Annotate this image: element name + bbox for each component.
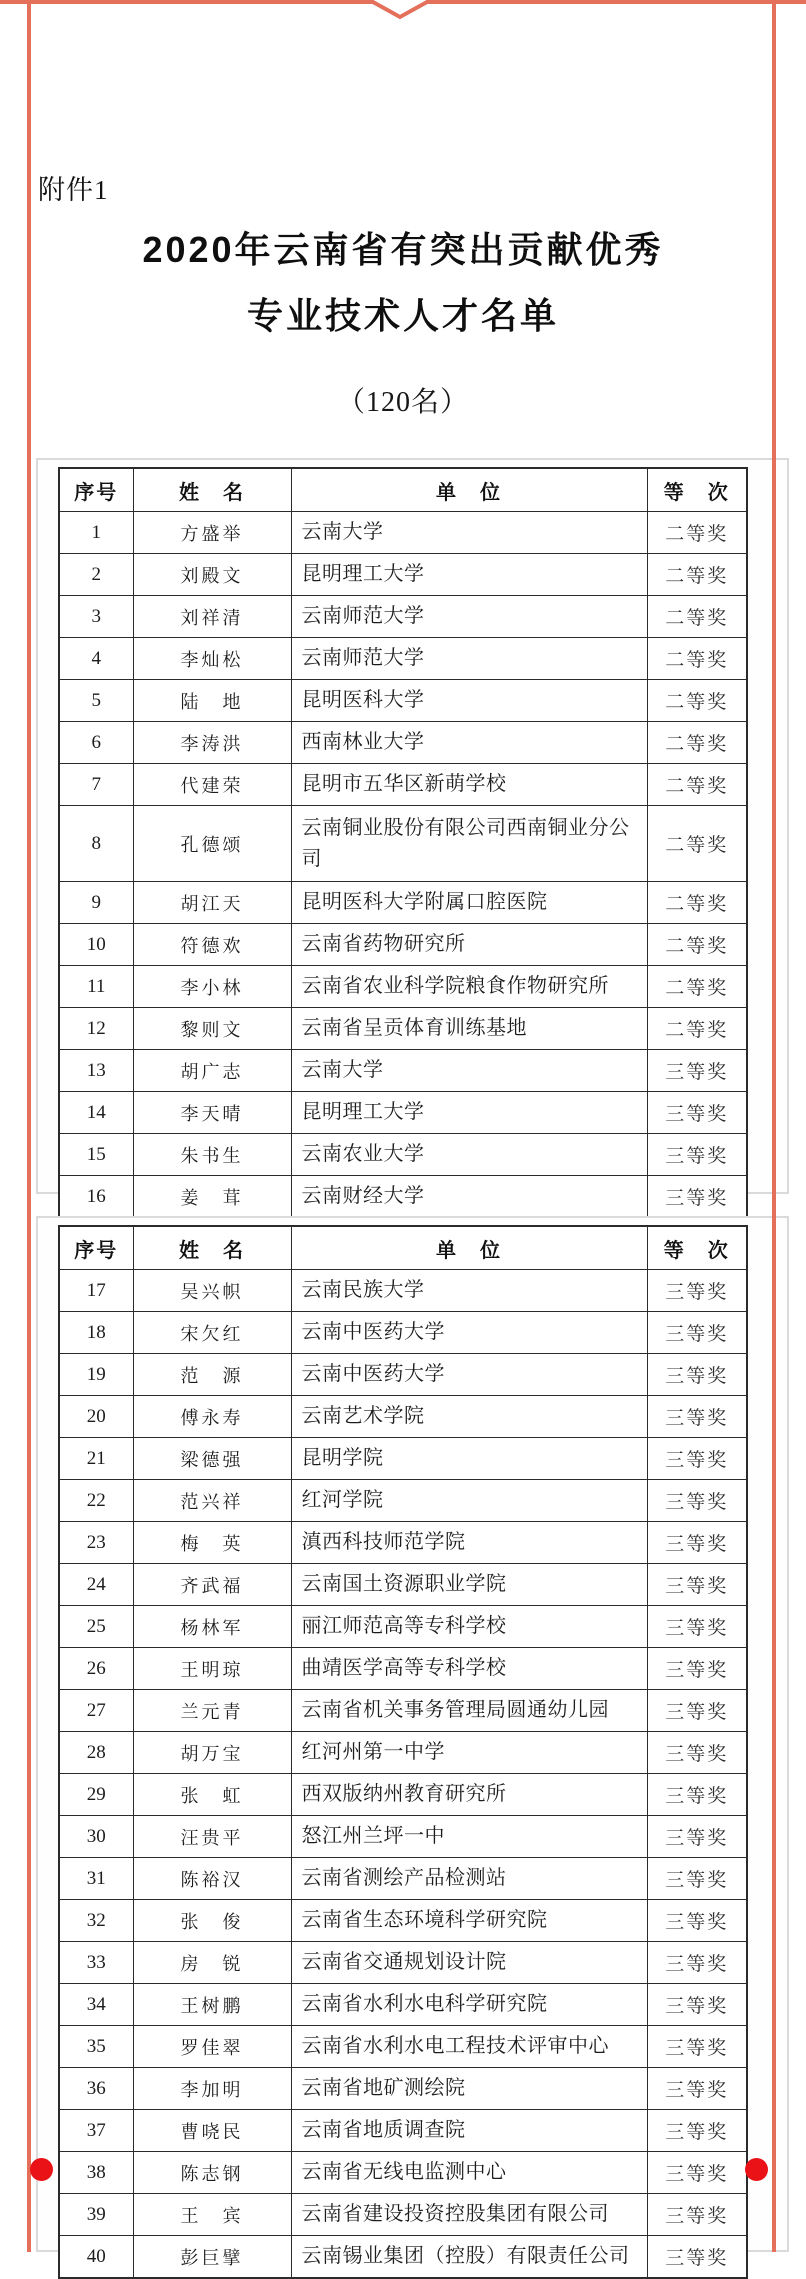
table-row xyxy=(59,2194,747,2236)
cell-unit: 昆明医科大学附属口腔医院 xyxy=(291,882,647,924)
table-row xyxy=(59,1564,747,1606)
cell-index: 19 xyxy=(59,1354,133,1396)
cell-name: 王明琼 xyxy=(133,1648,291,1690)
cell-name: 罗佳翠 xyxy=(133,2026,291,2068)
table-row xyxy=(59,1480,747,1522)
page-border-right xyxy=(772,0,776,2252)
cell-unit: 云南省水利水电科学研究院 xyxy=(291,1984,647,2026)
cell-name: 刘殿文 xyxy=(133,554,291,596)
cell-name: 胡广志 xyxy=(133,1050,291,1092)
table-card-1 xyxy=(36,458,789,1209)
header-row xyxy=(59,1226,747,1270)
cell-name: 陈志钢 xyxy=(133,2152,291,2194)
table-row xyxy=(59,2110,747,2152)
cell-unit: 云南师范大学 xyxy=(291,638,647,680)
cell-unit: 云南铜业股份有限公司西南铜业分公司 xyxy=(291,806,647,882)
table-row xyxy=(59,764,747,806)
cell-grade: 三等奖 xyxy=(647,1354,747,1396)
cell-index: 12 xyxy=(59,1008,133,1050)
cell-index: 35 xyxy=(59,2026,133,2068)
cell-grade: 三等奖 xyxy=(647,2236,747,2279)
cell-index: 30 xyxy=(59,1816,133,1858)
cell-name: 王树鹏 xyxy=(133,1984,291,2026)
cell-grade: 三等奖 xyxy=(647,1522,747,1564)
cell-name: 符德欢 xyxy=(133,924,291,966)
cell-index: 39 xyxy=(59,2194,133,2236)
cell-index: 22 xyxy=(59,1480,133,1522)
column-header: 序号 xyxy=(59,468,133,512)
cell-name: 黎则文 xyxy=(133,1008,291,1050)
cell-name: 曹哓民 xyxy=(133,2110,291,2152)
cell-unit: 云南锡业集团（控股）有限责任公司 xyxy=(291,2236,647,2279)
cell-index: 7 xyxy=(59,764,133,806)
cell-unit: 云南中医药大学 xyxy=(291,1312,647,1354)
cell-name: 齐武福 xyxy=(133,1564,291,1606)
cell-index: 27 xyxy=(59,1690,133,1732)
cell-unit: 云南国土资源职业学院 xyxy=(291,1564,647,1606)
cell-grade: 三等奖 xyxy=(647,1984,747,2026)
cell-grade: 三等奖 xyxy=(647,1858,747,1900)
table-row xyxy=(59,596,747,638)
cell-grade: 三等奖 xyxy=(647,1900,747,1942)
cell-name: 杨林军 xyxy=(133,1606,291,1648)
table-row xyxy=(59,722,747,764)
cell-name: 刘祥清 xyxy=(133,596,291,638)
table-row xyxy=(59,1522,747,1564)
cell-unit: 曲靖医学高等专科学校 xyxy=(291,1648,647,1690)
page-border-top xyxy=(0,0,806,24)
cell-index: 2 xyxy=(59,554,133,596)
table-row xyxy=(59,1354,747,1396)
cell-name: 姜 茸 xyxy=(133,1176,291,1219)
cell-grade: 三等奖 xyxy=(647,1438,747,1480)
red-marker-left xyxy=(30,2158,53,2181)
table-row xyxy=(59,1900,747,1942)
column-header: 姓 名 xyxy=(133,468,291,512)
table-card-2 xyxy=(36,1216,789,2269)
cell-name: 陆 地 xyxy=(133,680,291,722)
cell-unit: 西双版纳州教育研究所 xyxy=(291,1774,647,1816)
table-row xyxy=(59,1858,747,1900)
table-row xyxy=(59,1008,747,1050)
cell-index: 29 xyxy=(59,1774,133,1816)
table-row xyxy=(59,1312,747,1354)
cell-grade: 三等奖 xyxy=(647,1732,747,1774)
cell-index: 38 xyxy=(59,2152,133,2194)
cell-index: 6 xyxy=(59,722,133,764)
cell-unit: 云南省机关事务管理局圆通幼儿园 xyxy=(291,1690,647,1732)
cell-grade: 三等奖 xyxy=(647,1312,747,1354)
table-row xyxy=(59,1270,747,1312)
cell-grade: 三等奖 xyxy=(647,1176,747,1219)
cell-name: 代建荣 xyxy=(133,764,291,806)
cell-name: 范 源 xyxy=(133,1354,291,1396)
cell-grade: 二等奖 xyxy=(647,596,747,638)
cell-index: 11 xyxy=(59,966,133,1008)
cell-index: 9 xyxy=(59,882,133,924)
cell-index: 16 xyxy=(59,1176,133,1219)
cell-index: 40 xyxy=(59,2236,133,2279)
page-title-line-2: 专业技术人才名单 xyxy=(246,295,559,336)
column-header: 单 位 xyxy=(291,468,647,512)
cell-index: 24 xyxy=(59,1564,133,1606)
cell-unit: 怒江州兰坪一中 xyxy=(291,1816,647,1858)
column-header: 单 位 xyxy=(291,1226,647,1270)
header-row xyxy=(59,468,747,512)
cell-name: 李小林 xyxy=(133,966,291,1008)
cell-unit: 云南省交通规划设计院 xyxy=(291,1942,647,1984)
table-row xyxy=(59,1942,747,1984)
table-row xyxy=(59,1606,747,1648)
table-row xyxy=(59,882,747,924)
cell-name: 陈裕汉 xyxy=(133,1858,291,1900)
cell-name: 傅永寿 xyxy=(133,1396,291,1438)
cell-unit: 云南省地质调查院 xyxy=(291,2110,647,2152)
cell-name: 方盛举 xyxy=(133,512,291,554)
cell-name: 范兴祥 xyxy=(133,1480,291,1522)
cell-unit: 云南省农业科学院粮食作物研究所 xyxy=(291,966,647,1008)
cell-unit: 云南艺术学院 xyxy=(291,1396,647,1438)
table-row xyxy=(59,1176,747,1219)
table-row xyxy=(59,1984,747,2026)
cell-index: 37 xyxy=(59,2110,133,2152)
cell-index: 17 xyxy=(59,1270,133,1312)
cell-unit: 昆明理工大学 xyxy=(291,554,647,596)
cell-unit: 云南师范大学 xyxy=(291,596,647,638)
cell-index: 26 xyxy=(59,1648,133,1690)
cell-unit: 云南省测绘产品检测站 xyxy=(291,1858,647,1900)
table-row xyxy=(59,512,747,554)
cell-name: 张 俊 xyxy=(133,1900,291,1942)
cell-grade: 三等奖 xyxy=(647,1774,747,1816)
cell-unit: 昆明市五华区新萌学校 xyxy=(291,764,647,806)
table-row xyxy=(59,1438,747,1480)
cell-name: 李涛洪 xyxy=(133,722,291,764)
cell-grade: 三等奖 xyxy=(647,1648,747,1690)
cell-name: 汪贵平 xyxy=(133,1816,291,1858)
cell-unit: 云南省呈贡体育训练基地 xyxy=(291,1008,647,1050)
cell-grade: 三等奖 xyxy=(647,1816,747,1858)
cell-name: 李灿松 xyxy=(133,638,291,680)
cell-grade: 三等奖 xyxy=(647,2026,747,2068)
cell-unit: 云南省水利水电工程技术评审中心 xyxy=(291,2026,647,2068)
cell-unit: 红河学院 xyxy=(291,1480,647,1522)
cell-index: 20 xyxy=(59,1396,133,1438)
cell-name: 房 锐 xyxy=(133,1942,291,1984)
table-row xyxy=(59,1092,747,1134)
cell-unit: 云南省地矿测绘院 xyxy=(291,2068,647,2110)
cell-index: 13 xyxy=(59,1050,133,1092)
page-title-line-1: 2020年云南省有突出贡献优秀 xyxy=(142,229,664,270)
cell-name: 梁德强 xyxy=(133,1438,291,1480)
table-row xyxy=(59,1690,747,1732)
page-subtitle-count: （120名） xyxy=(336,387,469,418)
cell-unit: 云南大学 xyxy=(291,1050,647,1092)
cell-name: 梅 英 xyxy=(133,1522,291,1564)
award-table-2 xyxy=(58,1225,748,2279)
cell-grade: 三等奖 xyxy=(647,2068,747,2110)
cell-grade: 三等奖 xyxy=(647,1396,747,1438)
cell-name: 兰元青 xyxy=(133,1690,291,1732)
cell-name: 朱书生 xyxy=(133,1134,291,1176)
cell-unit: 滇西科技师范学院 xyxy=(291,1522,647,1564)
table-row xyxy=(59,1648,747,1690)
cell-name: 胡江天 xyxy=(133,882,291,924)
cell-unit: 昆明医科大学 xyxy=(291,680,647,722)
cell-unit: 昆明学院 xyxy=(291,1438,647,1480)
cell-unit: 云南省无线电监测中心 xyxy=(291,2152,647,2194)
table-row xyxy=(59,966,747,1008)
attachment-label: 附件1 xyxy=(38,175,109,205)
table-row xyxy=(59,2152,747,2194)
cell-index: 34 xyxy=(59,1984,133,2026)
table-row xyxy=(59,2236,747,2279)
cell-unit: 昆明理工大学 xyxy=(291,1092,647,1134)
table-row xyxy=(59,924,747,966)
cell-grade: 二等奖 xyxy=(647,764,747,806)
cell-name: 宋欠红 xyxy=(133,1312,291,1354)
cell-grade: 三等奖 xyxy=(647,1050,747,1092)
table-row xyxy=(59,1050,747,1092)
page-border-left xyxy=(27,0,31,2252)
red-marker-right xyxy=(745,2158,768,2181)
cell-unit: 西南林业大学 xyxy=(291,722,647,764)
table-row xyxy=(59,1134,747,1176)
cell-grade: 三等奖 xyxy=(647,2110,747,2152)
cell-index: 1 xyxy=(59,512,133,554)
cell-grade: 二等奖 xyxy=(647,966,747,1008)
cell-unit: 丽江师范高等专科学校 xyxy=(291,1606,647,1648)
cell-index: 8 xyxy=(59,806,133,882)
cell-index: 25 xyxy=(59,1606,133,1648)
cell-name: 张 虹 xyxy=(133,1774,291,1816)
table-row xyxy=(59,638,747,680)
cell-index: 3 xyxy=(59,596,133,638)
cell-grade: 三等奖 xyxy=(647,1270,747,1312)
cell-unit: 云南中医药大学 xyxy=(291,1354,647,1396)
cell-grade: 三等奖 xyxy=(647,1606,747,1648)
cell-grade: 三等奖 xyxy=(647,1092,747,1134)
column-header: 姓 名 xyxy=(133,1226,291,1270)
cell-index: 36 xyxy=(59,2068,133,2110)
cell-index: 15 xyxy=(59,1134,133,1176)
cell-unit: 云南省建设投资控股集团有限公司 xyxy=(291,2194,647,2236)
cell-unit: 云南大学 xyxy=(291,512,647,554)
cell-grade: 三等奖 xyxy=(647,2194,747,2236)
table-row xyxy=(59,680,747,722)
cell-grade: 三等奖 xyxy=(647,1564,747,1606)
cell-name: 孔德颂 xyxy=(133,806,291,882)
cell-grade: 二等奖 xyxy=(647,638,747,680)
cell-index: 31 xyxy=(59,1858,133,1900)
table-row xyxy=(59,1732,747,1774)
cell-grade: 二等奖 xyxy=(647,806,747,882)
cell-index: 10 xyxy=(59,924,133,966)
cell-grade: 二等奖 xyxy=(647,924,747,966)
table-row xyxy=(59,1816,747,1858)
cell-grade: 二等奖 xyxy=(647,554,747,596)
cell-unit: 云南财经大学 xyxy=(291,1176,647,1219)
cell-index: 21 xyxy=(59,1438,133,1480)
cell-name: 吴兴帜 xyxy=(133,1270,291,1312)
table-row xyxy=(59,2026,747,2068)
cell-unit: 云南农业大学 xyxy=(291,1134,647,1176)
cell-unit: 云南省药物研究所 xyxy=(291,924,647,966)
cell-name: 李天晴 xyxy=(133,1092,291,1134)
cell-name: 王 宾 xyxy=(133,2194,291,2236)
cell-name: 彭巨擘 xyxy=(133,2236,291,2279)
cell-grade: 二等奖 xyxy=(647,1008,747,1050)
cell-grade: 三等奖 xyxy=(647,1134,747,1176)
cell-unit: 云南民族大学 xyxy=(291,1270,647,1312)
cell-unit: 云南省生态环境科学研究院 xyxy=(291,1900,647,1942)
table-row xyxy=(59,554,747,596)
table-row xyxy=(59,2068,747,2110)
cell-name: 胡万宝 xyxy=(133,1732,291,1774)
cell-index: 5 xyxy=(59,680,133,722)
cell-index: 23 xyxy=(59,1522,133,1564)
cell-name: 李加明 xyxy=(133,2068,291,2110)
cell-index: 32 xyxy=(59,1900,133,1942)
cell-index: 18 xyxy=(59,1312,133,1354)
column-header: 等 次 xyxy=(647,468,747,512)
table-row xyxy=(59,1396,747,1438)
column-header: 序号 xyxy=(59,1226,133,1270)
cell-index: 33 xyxy=(59,1942,133,1984)
cell-unit: 红河州第一中学 xyxy=(291,1732,647,1774)
cell-grade: 二等奖 xyxy=(647,882,747,924)
cell-index: 14 xyxy=(59,1092,133,1134)
cell-grade: 三等奖 xyxy=(647,1942,747,1984)
award-table-1 xyxy=(58,467,748,1219)
chevron-notch-icon xyxy=(0,2,806,17)
column-header: 等 次 xyxy=(647,1226,747,1270)
cell-grade: 二等奖 xyxy=(647,512,747,554)
cell-grade: 二等奖 xyxy=(647,680,747,722)
cell-index: 4 xyxy=(59,638,133,680)
cell-grade: 三等奖 xyxy=(647,2152,747,2194)
cell-grade: 二等奖 xyxy=(647,722,747,764)
cell-grade: 三等奖 xyxy=(647,1480,747,1522)
table-row xyxy=(59,806,747,882)
cell-index: 28 xyxy=(59,1732,133,1774)
cell-grade: 三等奖 xyxy=(647,1690,747,1732)
table-row xyxy=(59,1774,747,1816)
